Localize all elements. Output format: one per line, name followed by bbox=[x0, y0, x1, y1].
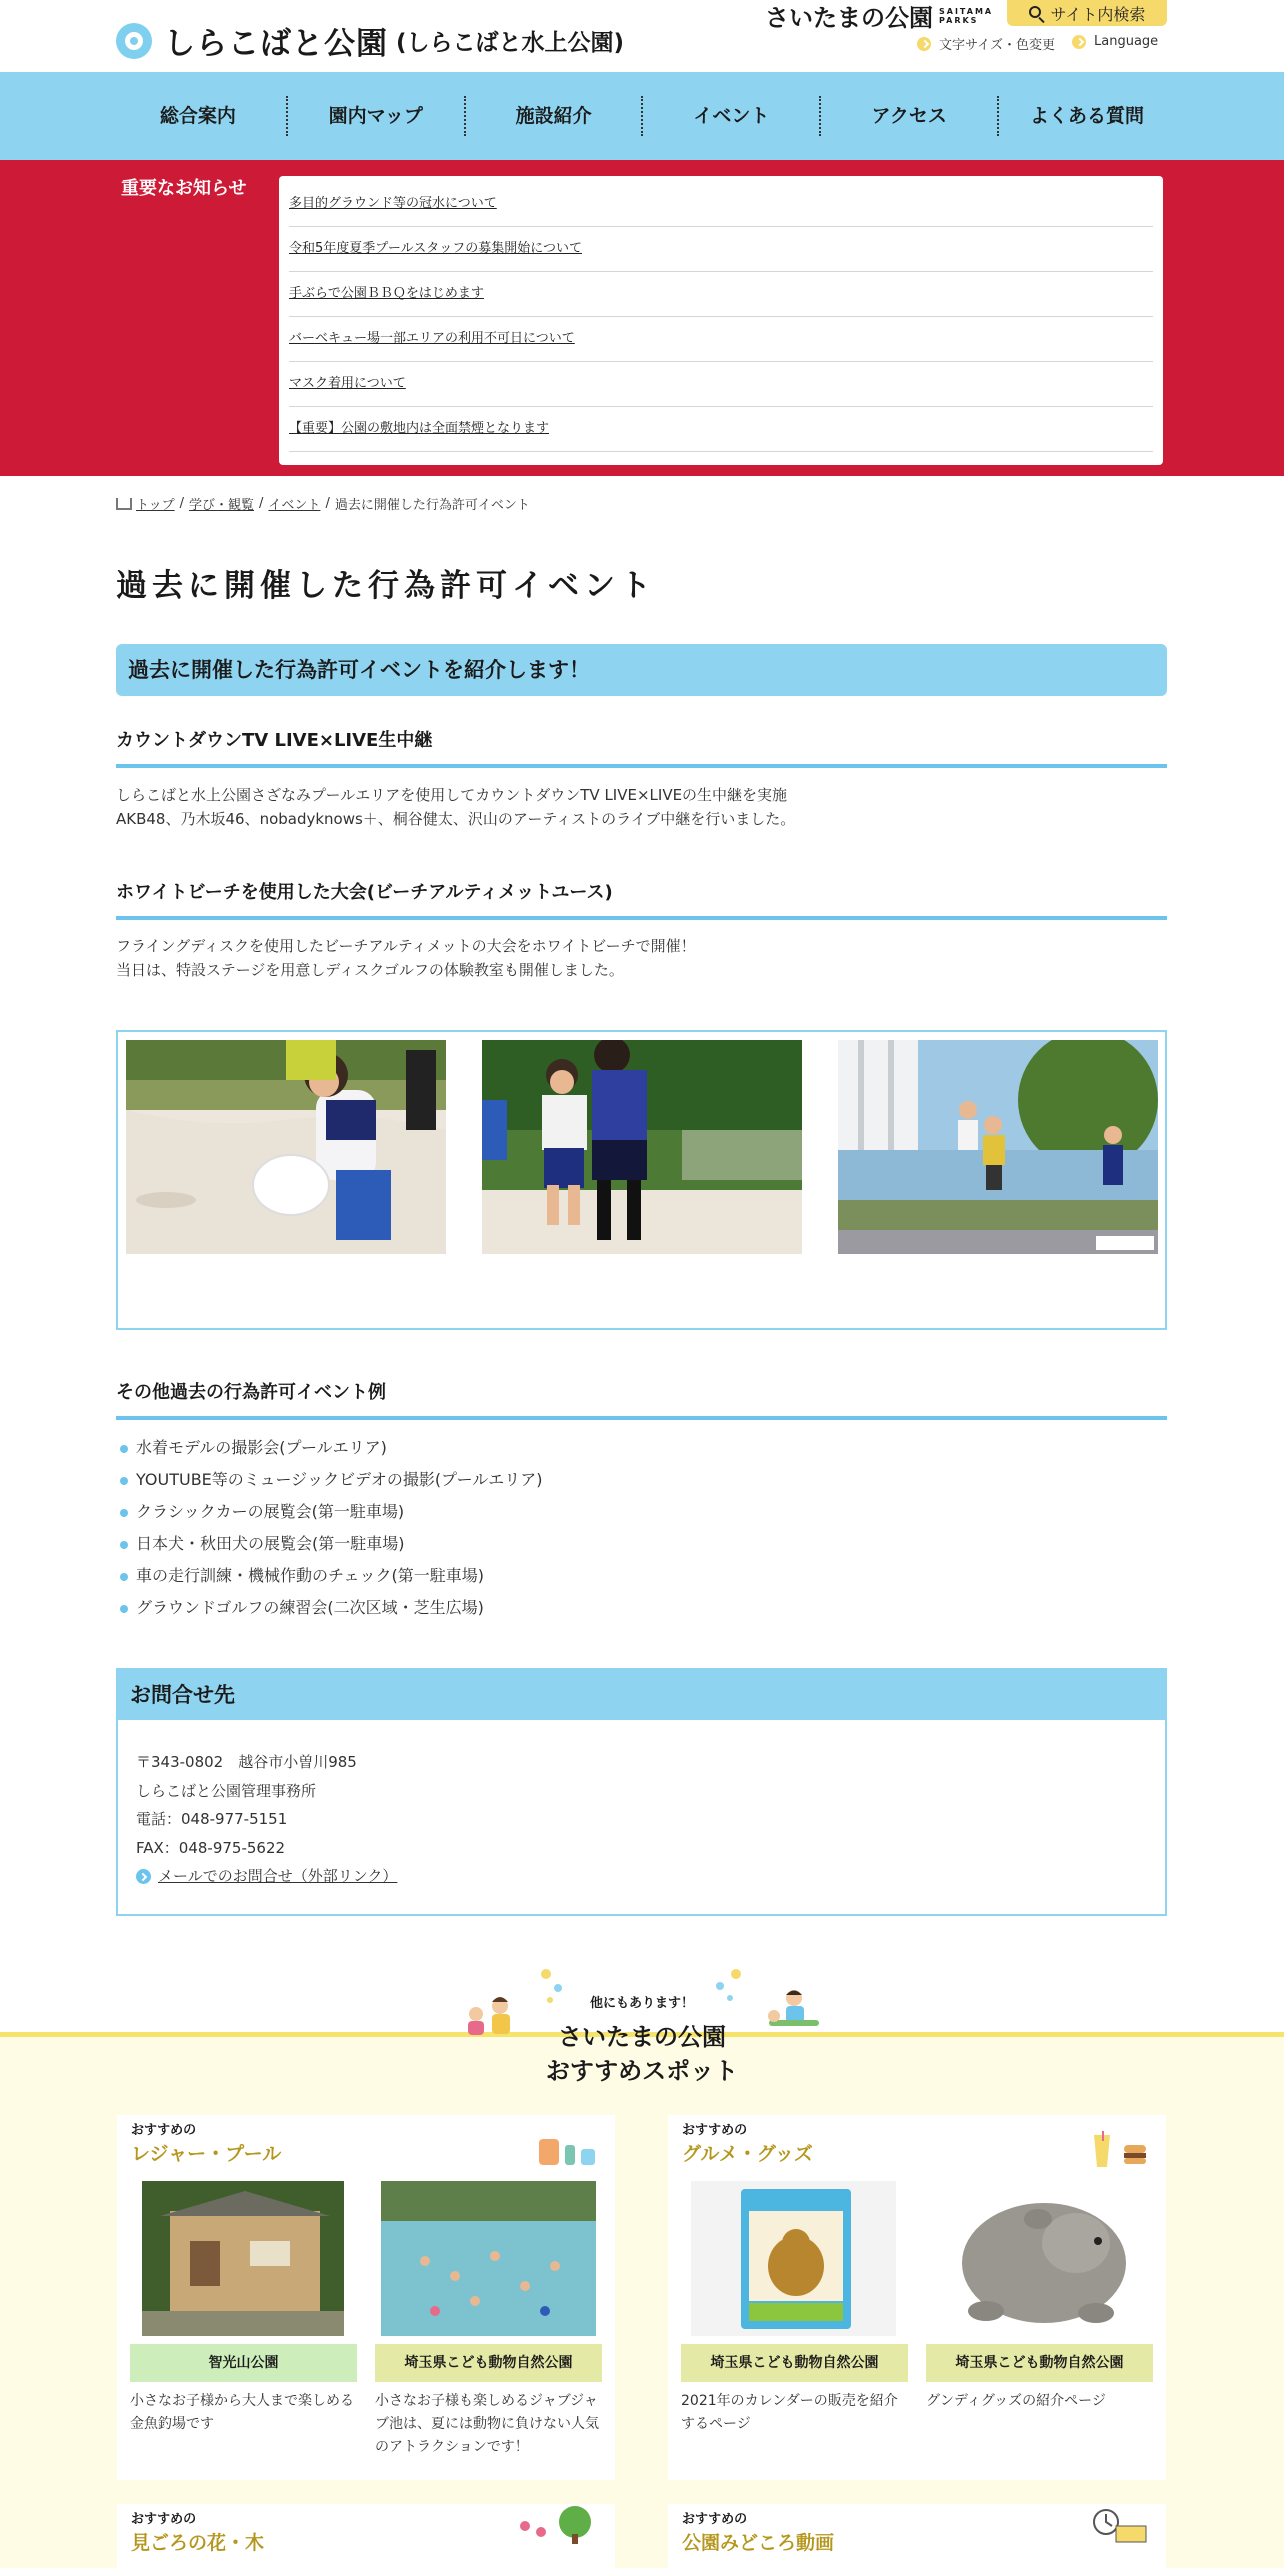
item-thumbnail bbox=[375, 2181, 602, 2336]
contact-body bbox=[118, 1720, 1165, 1891]
breadcrumb-learning[interactable]: 学び・観覧 bbox=[189, 498, 255, 513]
recommend-card-flowers bbox=[117, 2504, 615, 2568]
font-size-link[interactable] bbox=[917, 34, 1055, 53]
recommend-title-line1: さいたまの公園 bbox=[558, 2023, 726, 2051]
language-label: Language bbox=[1094, 34, 1159, 49]
other-events-list bbox=[116, 1432, 543, 1624]
breadcrumb-separator: / bbox=[179, 496, 185, 511]
site-search-button[interactable] bbox=[1007, 0, 1167, 26]
card-kicker: おすすめの bbox=[682, 2512, 748, 2527]
flowers-tree-icon bbox=[513, 2504, 603, 2544]
notice-item[interactable] bbox=[289, 182, 1153, 227]
item-tag: 智光山公園 bbox=[130, 2344, 357, 2382]
card-category: 公園みどころ動画 bbox=[682, 2532, 835, 2554]
breadcrumb-separator: / bbox=[259, 496, 264, 511]
lead-heading: 過去に開催した行為許可イベントを紹介します！ bbox=[116, 644, 1167, 696]
card-kicker: おすすめの bbox=[682, 2123, 748, 2138]
nav-item-faq[interactable]: よくある質問 bbox=[1030, 105, 1145, 127]
recommend-card-videos bbox=[668, 2504, 1166, 2568]
contact-address: 〒343-0802 越谷市小曽川985 bbox=[136, 1753, 357, 1771]
recommend-title bbox=[0, 2020, 1284, 2088]
list-item: YOUTUBE等のミュージックビデオの撮影(プールエリア) bbox=[116, 1464, 543, 1496]
list-item: 車の走行訓練・機械作動のチェック(第一駐車場) bbox=[116, 1560, 543, 1592]
item-thumbnail bbox=[681, 2181, 908, 2336]
section-text-countdown-tv bbox=[116, 783, 1167, 831]
paragraph-line: AKB48、乃木坂46、nobadyknows＋、桐谷健太、沢山のアーティストのライブ中継を行いました。 bbox=[116, 810, 796, 828]
notice-link[interactable]: 多目的グラウンド等の冠水について bbox=[289, 196, 497, 211]
photo-beach-ultimate-kids[interactable] bbox=[482, 1040, 802, 1254]
pool-goods-icon bbox=[537, 2135, 599, 2169]
notice-item[interactable] bbox=[289, 317, 1153, 362]
breadcrumb bbox=[116, 494, 530, 513]
section-heading-countdown-tv: カウントダウンTV LIVE×LIVE生中継 bbox=[116, 726, 1167, 768]
notice-link[interactable]: マスク着用について bbox=[289, 376, 406, 391]
notice-link[interactable]: 手ぶらで公園ＢＢＱをはじめます bbox=[289, 286, 484, 301]
recommend-item[interactable] bbox=[681, 2181, 908, 2436]
language-link[interactable] bbox=[1072, 34, 1158, 49]
card-category: レジャー・プール bbox=[131, 2143, 282, 2165]
section-heading-other-events: その他過去の行為許可イベント例 bbox=[116, 1378, 1167, 1420]
global-nav bbox=[0, 72, 1284, 160]
photo-beach-ultimate-catch[interactable] bbox=[126, 1040, 446, 1254]
paragraph-line: しらこばと水上公園さざなみプールエリアを使用してカウントダウンTV LIVE×LIVEの生中継を実施 bbox=[116, 786, 788, 804]
contact-mail-label: メールでのお問合せ（外部リンク） bbox=[158, 1867, 398, 1885]
brand-english-line2: PARKS bbox=[939, 15, 979, 25]
contact-box bbox=[116, 1668, 1167, 1916]
item-description: 小さなお子様も楽しめるジャブジャブ池は、夏には動物に負けない人気のアトラクションです！ bbox=[375, 2393, 599, 2455]
card-category: グルメ・グッズ bbox=[682, 2143, 813, 2165]
logo-flower-icon bbox=[116, 23, 152, 59]
item-description: 小さなお子様から大人まで楽しめる金魚釣場です bbox=[130, 2393, 354, 2432]
notice-list-box bbox=[279, 176, 1163, 465]
brand-english-line1: SAITAMA bbox=[939, 6, 994, 16]
item-tag: 埼玉県こども動物自然公園 bbox=[681, 2344, 908, 2382]
recommend-item[interactable] bbox=[130, 2181, 357, 2436]
page-title: 過去に開催した行為許可イベント bbox=[116, 568, 656, 604]
nav-item-map[interactable]: 園内マップ bbox=[288, 96, 466, 136]
notice-link[interactable]: 令和5年度夏季プールスタッフの募集開始について bbox=[289, 241, 582, 256]
contact-office: しらこばと公園管理事務所 bbox=[136, 1781, 317, 1800]
notice-title: 重要なお知らせ bbox=[121, 178, 247, 199]
video-film-icon bbox=[1092, 2508, 1148, 2544]
list-item: グラウンドゴルフの練習会(二次区域・芝生広場) bbox=[116, 1592, 543, 1624]
list-item: 日本犬・秋田犬の展覧会(第一駐車場) bbox=[116, 1528, 543, 1560]
nav-item-access[interactable]: アクセス bbox=[821, 96, 999, 136]
card-kicker: おすすめの bbox=[131, 2512, 197, 2527]
contact-tel: 電話：048-977-5151 bbox=[136, 1810, 288, 1828]
section-heading-beach-ultimate: ホワイトビーチを使用した大会(ビーチアルティメットユース) bbox=[116, 878, 1167, 920]
arrow-circle-icon bbox=[136, 1869, 151, 1884]
contact-title: お問合せ先 bbox=[118, 1670, 1165, 1720]
recommend-kicker: 他にもあります！ bbox=[589, 1996, 694, 2011]
contact-fax: FAX：048-975-5622 bbox=[136, 1838, 286, 1857]
recommend-item[interactable] bbox=[926, 2181, 1153, 2413]
recommend-item[interactable] bbox=[375, 2181, 602, 2459]
paragraph-line: 当日は、特設ステージを用意しディスクゴルフの体験教室も開催しました。 bbox=[116, 961, 624, 979]
breadcrumb-current: 過去に開催した行為許可イベント bbox=[334, 498, 530, 513]
saitama-parks-brand[interactable] bbox=[765, 0, 993, 33]
paragraph-line: フライングディスクを使用したビーチアルティメットの大会をホワイトビーチで開催！ bbox=[116, 937, 696, 955]
logo-subtitle: (しらこばと水上公園) bbox=[396, 30, 625, 56]
food-drink-icon bbox=[1088, 2131, 1150, 2169]
site-header bbox=[0, 0, 1284, 72]
item-description: 2021年のカレンダーの販売を紹介するページ bbox=[681, 2393, 898, 2432]
card-category: 見ごろの花・木 bbox=[131, 2532, 265, 2554]
recommend-title-line2: おすすめスポット bbox=[545, 2057, 739, 2085]
list-item: 水着モデルの撮影会(プールエリア) bbox=[116, 1432, 543, 1464]
breadcrumb-separator: / bbox=[325, 496, 330, 511]
brand-english bbox=[939, 7, 993, 25]
important-notice-section bbox=[0, 160, 1284, 476]
notice-link[interactable]: バーベキュー場一部エリアの利用不可日について bbox=[289, 331, 575, 346]
item-tag: 埼玉県こども動物自然公園 bbox=[375, 2344, 602, 2382]
photo-disc-golf-park[interactable] bbox=[838, 1040, 1158, 1254]
search-icon bbox=[1029, 6, 1041, 18]
item-tag: 埼玉県こども動物自然公園 bbox=[926, 2344, 1153, 2382]
photo-gallery bbox=[116, 1030, 1167, 1330]
section-text-beach-ultimate bbox=[116, 934, 1167, 982]
contact-mail-link[interactable] bbox=[136, 1862, 1165, 1891]
logo-title: しらこばと公園 bbox=[164, 26, 388, 62]
nav-item-facilities[interactable]: 施設紹介 bbox=[466, 96, 644, 136]
site-search-label: サイト内検索 bbox=[1050, 4, 1146, 24]
nav-item-events[interactable]: イベント bbox=[643, 96, 821, 136]
item-description: グンディグッズの紹介ページ bbox=[926, 2393, 1106, 2409]
list-item: クラシックカーの展覧会(第一駐車場) bbox=[116, 1496, 543, 1528]
site-logo[interactable] bbox=[116, 18, 624, 63]
notice-link[interactable]: 【重要】公園の敷地内は全面禁煙となります bbox=[289, 421, 550, 436]
home-icon bbox=[116, 498, 132, 510]
breadcrumb-events[interactable]: イベント bbox=[268, 498, 321, 513]
brand-name: さいたまの公園 bbox=[765, 4, 933, 32]
breadcrumb-home[interactable]: トップ bbox=[136, 498, 175, 513]
recommend-card-leisure bbox=[117, 2115, 615, 2480]
arrow-circle-icon bbox=[1072, 35, 1086, 49]
item-thumbnail bbox=[130, 2181, 357, 2336]
recommend-card-gourmet bbox=[668, 2115, 1166, 2480]
notice-item[interactable] bbox=[289, 227, 1153, 272]
notice-item[interactable] bbox=[289, 407, 1153, 452]
nav-item-overview[interactable]: 総合案内 bbox=[110, 96, 288, 136]
item-thumbnail bbox=[926, 2181, 1153, 2336]
notice-item[interactable] bbox=[289, 272, 1153, 317]
arrow-circle-icon bbox=[917, 37, 931, 51]
notice-item[interactable] bbox=[289, 362, 1153, 407]
font-size-label: 文字サイズ・色変更 bbox=[939, 38, 1055, 53]
card-kicker: おすすめの bbox=[131, 2123, 197, 2138]
